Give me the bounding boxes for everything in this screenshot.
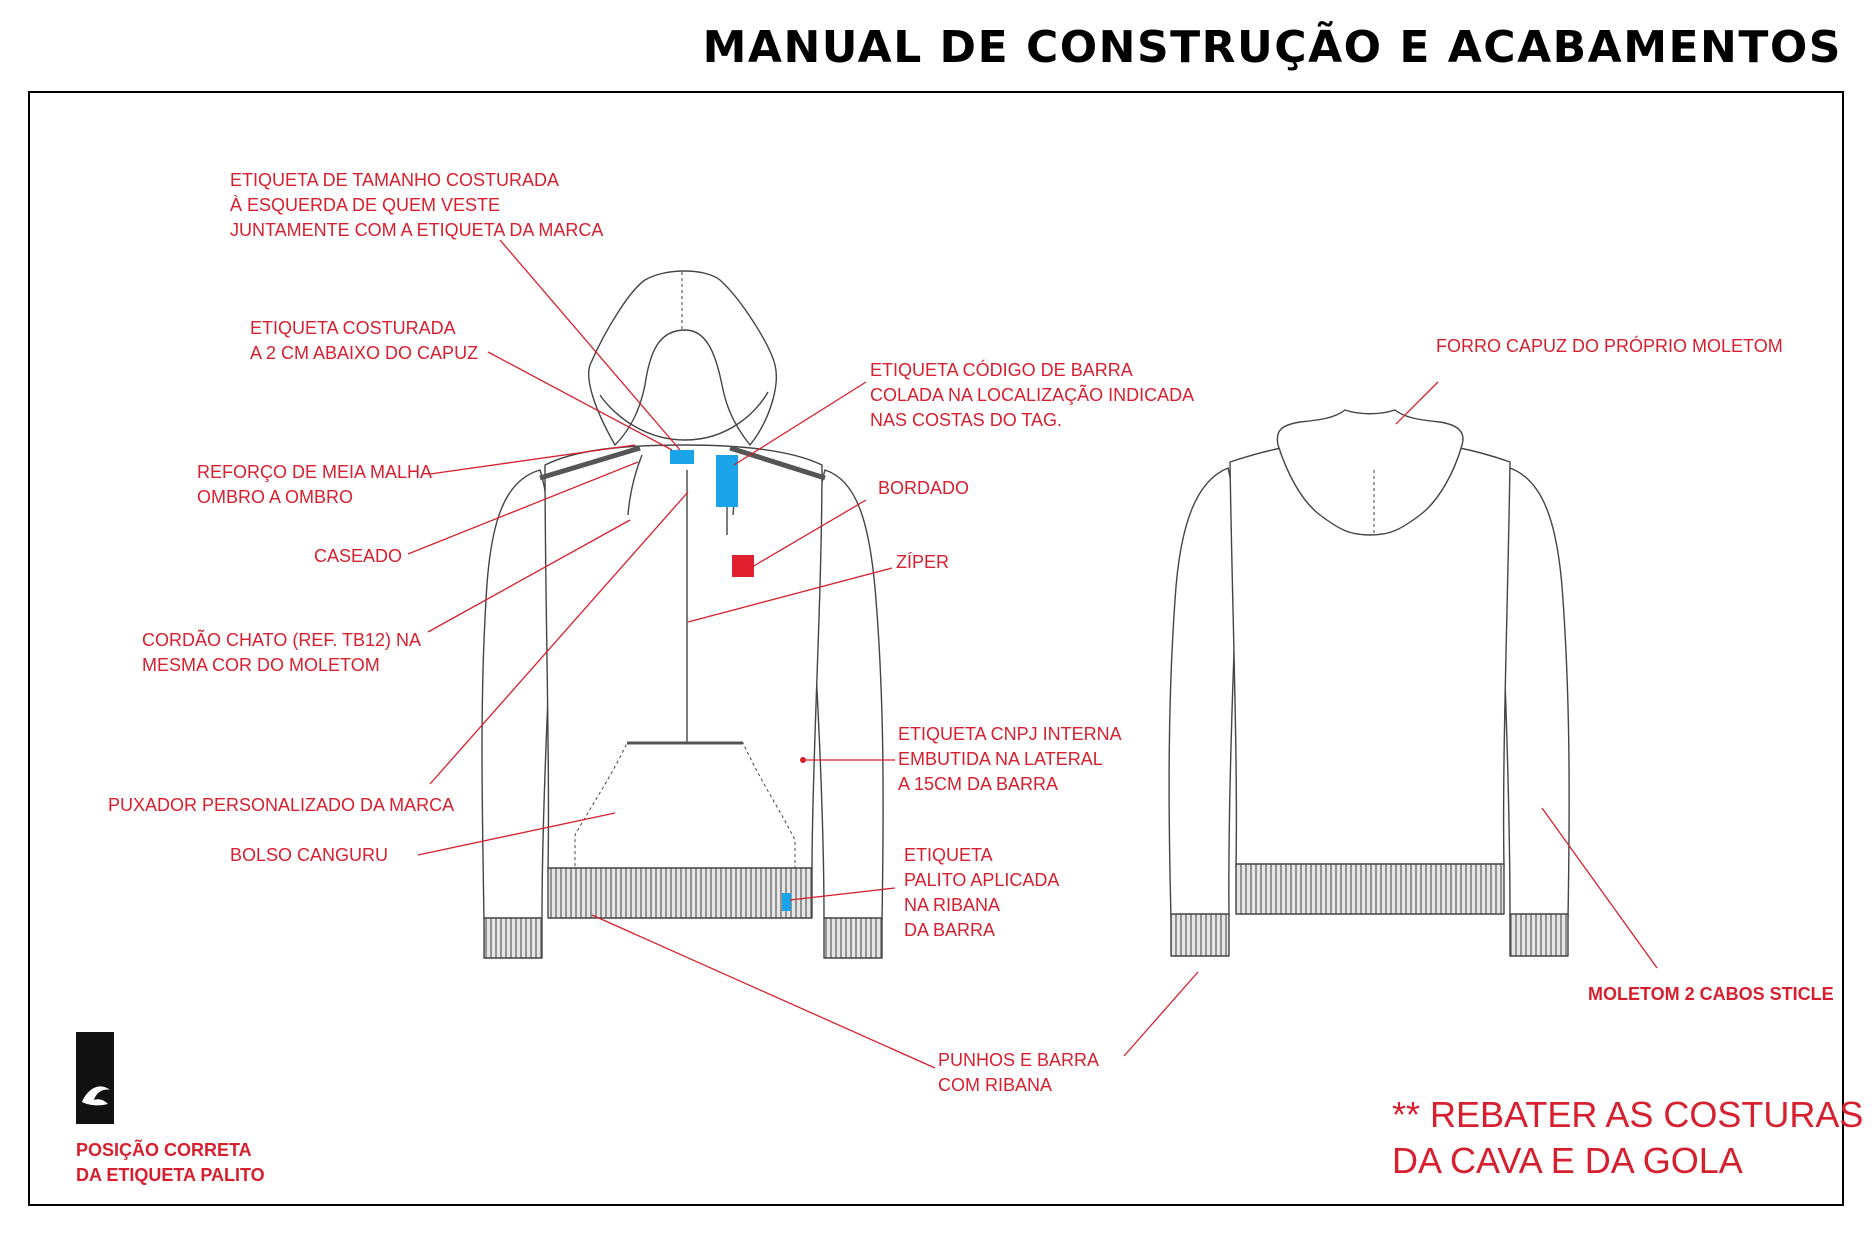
embroidery-marker [732, 555, 754, 577]
annotation-stick-position: POSIÇÃO CORRETA DA ETIQUETA PALITO [76, 1140, 265, 1185]
front-left-sleeve [482, 470, 552, 920]
annotation-stick-label: ETIQUETA PALITO APLICADA NA RIBANA DA BARRA [904, 845, 1060, 940]
annotation-cnpj-label: ETIQUETA CNPJ INTERNA EMBUTIDA NA LATERAL A 15CM DA BARRA [898, 724, 1122, 794]
size-label-marker [670, 450, 694, 464]
barcode-tag-marker [716, 455, 738, 507]
front-left-cuff [484, 918, 542, 958]
annotation-barcode-label: ETIQUETA CÓDIGO DE BARRA COLADA NA LOCALIZAÇÃO INDICADA NAS COSTAS DO TAG. [870, 360, 1195, 430]
page-title: MANUAL DE CONSTRUÇÃO E ACABAMENTOS [702, 22, 1842, 73]
annotation-embroidery: BORDADO [878, 478, 970, 498]
annotation-buttonhole: CASEADO [314, 546, 403, 566]
back-right-cuff [1510, 914, 1568, 956]
back-hoodie [1169, 410, 1569, 956]
annotation-zipper: ZÍPER [896, 552, 950, 572]
front-hem-rib [548, 868, 812, 918]
annotation-size-label: ETIQUETA DE TAMANHO COSTURADA À ESQUERDA DE QUEM VESTE JUNTAMENTE COM A ETIQUETA DA MARCA [230, 170, 604, 240]
stick-label-illustration [76, 1032, 114, 1124]
stick-label-marker [782, 893, 791, 911]
annotation-reinforcement: REFORÇO DE MEIA MALHA OMBRO A OMBRO [197, 462, 433, 507]
back-hem-rib [1236, 864, 1504, 914]
back-left-sleeve [1169, 468, 1237, 918]
seam-note: ** REBATER AS COSTURAS DA CAVA E DA GOLA [1392, 1094, 1864, 1181]
front-right-sleeve [812, 470, 883, 920]
annotation-sewn-label: ETIQUETA COSTURADA A 2 CM ABAIXO DO CAPUZ [250, 318, 479, 363]
annotation-fabric: MOLETOM 2 CABOS STICLE [1588, 984, 1834, 1004]
annotation-kangaroo-pocket: BOLSO CANGURU [230, 845, 389, 865]
annotation-cuffs-hem: PUNHOS E BARRA COM RIBANA [938, 1050, 1100, 1095]
front-right-cuff [824, 918, 882, 958]
annotation-hood-lining: FORRO CAPUZ DO PRÓPRIO MOLETOM [1436, 336, 1783, 356]
back-right-sleeve [1501, 468, 1569, 918]
annotation-zipper-pull: PUXADOR PERSONALIZADO DA MARCA [108, 795, 455, 815]
annotation-flat-cord: CORDÃO CHATO (REF. TB12) NA MESMA COR DO MOLETOM [142, 630, 422, 675]
back-left-cuff [1171, 914, 1229, 956]
front-hoodie [482, 271, 883, 958]
